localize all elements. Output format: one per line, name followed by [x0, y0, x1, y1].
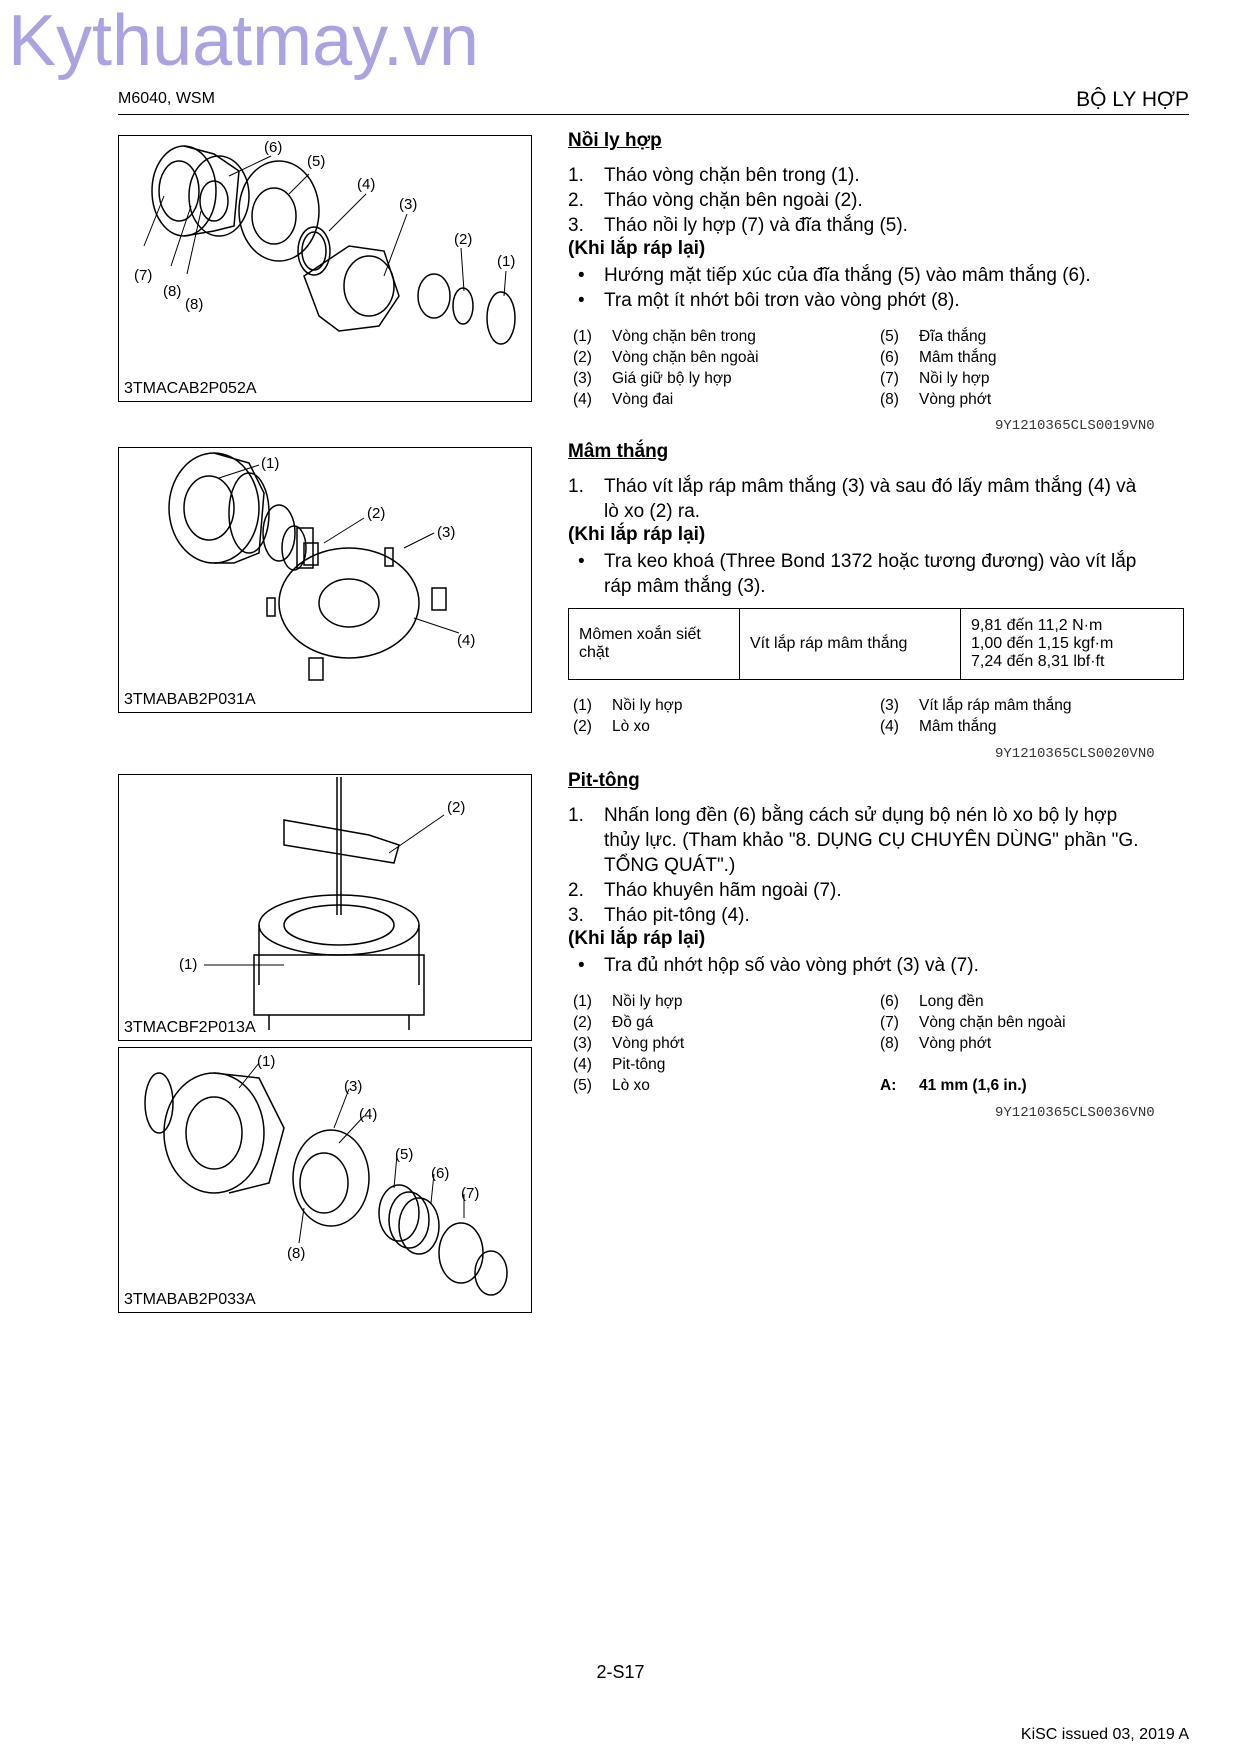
watermark-logo: Kythuatmay.vn: [8, 1, 479, 81]
callout-1: (1): [497, 253, 516, 270]
figure-brake-plate: [118, 447, 532, 713]
callout-6: (6): [431, 1165, 450, 1182]
header-chapter-title: BỘ LY HỢP: [1076, 88, 1189, 111]
reassembly-heading: (Khi lắp ráp lại): [568, 524, 706, 545]
figure-code: 3TMACBF2P013A: [124, 1019, 256, 1036]
piston-exploded-drawing: [119, 1048, 533, 1314]
issue-info: KiSC issued 03, 2019 A: [1020, 1726, 1189, 1743]
callout-4: (4): [359, 1106, 378, 1123]
callout-2: (2): [367, 505, 386, 522]
callout-1: (1): [261, 455, 280, 472]
reassembly-heading: (Khi lắp ráp lại): [568, 928, 706, 949]
figure-code: 3TMABAB2P033A: [124, 1291, 256, 1308]
callout-6: (6): [264, 139, 283, 156]
header-model: M6040, WSM: [118, 90, 215, 107]
document-code: 9Y1210365CLS0020VN0: [995, 746, 1155, 762]
document-code: 9Y1210365CLS0036VN0: [995, 1105, 1155, 1121]
header-divider: [118, 114, 1189, 115]
callout-8b: (8): [185, 296, 204, 313]
callout-5: (5): [395, 1146, 414, 1163]
document-code: 9Y1210365CLS0019VN0: [995, 418, 1155, 434]
figure-code: 3TMABAB2P031A: [124, 691, 256, 708]
callout-7: (7): [134, 267, 153, 284]
callout-2: (2): [454, 231, 473, 248]
section-title-piston: Pit-tông: [568, 770, 640, 791]
torque-values: 9,81 đến 11,2 N·m 1,00 đến 1,15 kgf·m 7,24 đến 8,31 lbf·ft: [961, 609, 1184, 680]
figure-clutch-exploded: [118, 135, 532, 402]
callout-3: (3): [399, 196, 418, 213]
callout-1: (1): [257, 1053, 276, 1070]
reassembly-heading: (Khi lắp ráp lại): [568, 238, 706, 259]
torque-item: Vít lắp ráp mâm thắng: [740, 609, 961, 680]
callout-3: (3): [437, 524, 456, 541]
callout-8: (8): [287, 1245, 306, 1262]
callout-4: (4): [457, 632, 476, 649]
section-title-clutch-housing: Nồi ly hợp: [568, 130, 662, 151]
figure-piston-exploded: [118, 1047, 532, 1313]
page-number: 2-S17: [596, 1662, 645, 1682]
torque-label: Mômen xoắn siết chặt: [569, 609, 740, 680]
callout-8a: (8): [163, 283, 182, 300]
brake-plate-drawing: [119, 448, 533, 714]
callout-2: (2): [447, 799, 466, 816]
torque-table: [568, 608, 1184, 680]
spring-compressor-drawing: [119, 775, 533, 1042]
callout-4: (4): [357, 176, 376, 193]
callout-3: (3): [344, 1078, 363, 1095]
figure-spring-compressor: [118, 774, 532, 1041]
callout-1: (1): [179, 956, 198, 973]
callout-5: (5): [307, 153, 326, 170]
section-title-brake-plate: Mâm thắng: [568, 441, 669, 462]
callout-7: (7): [461, 1185, 480, 1202]
figure-code: 3TMACAB2P052A: [124, 380, 257, 397]
clutch-exploded-drawing: [119, 136, 533, 403]
